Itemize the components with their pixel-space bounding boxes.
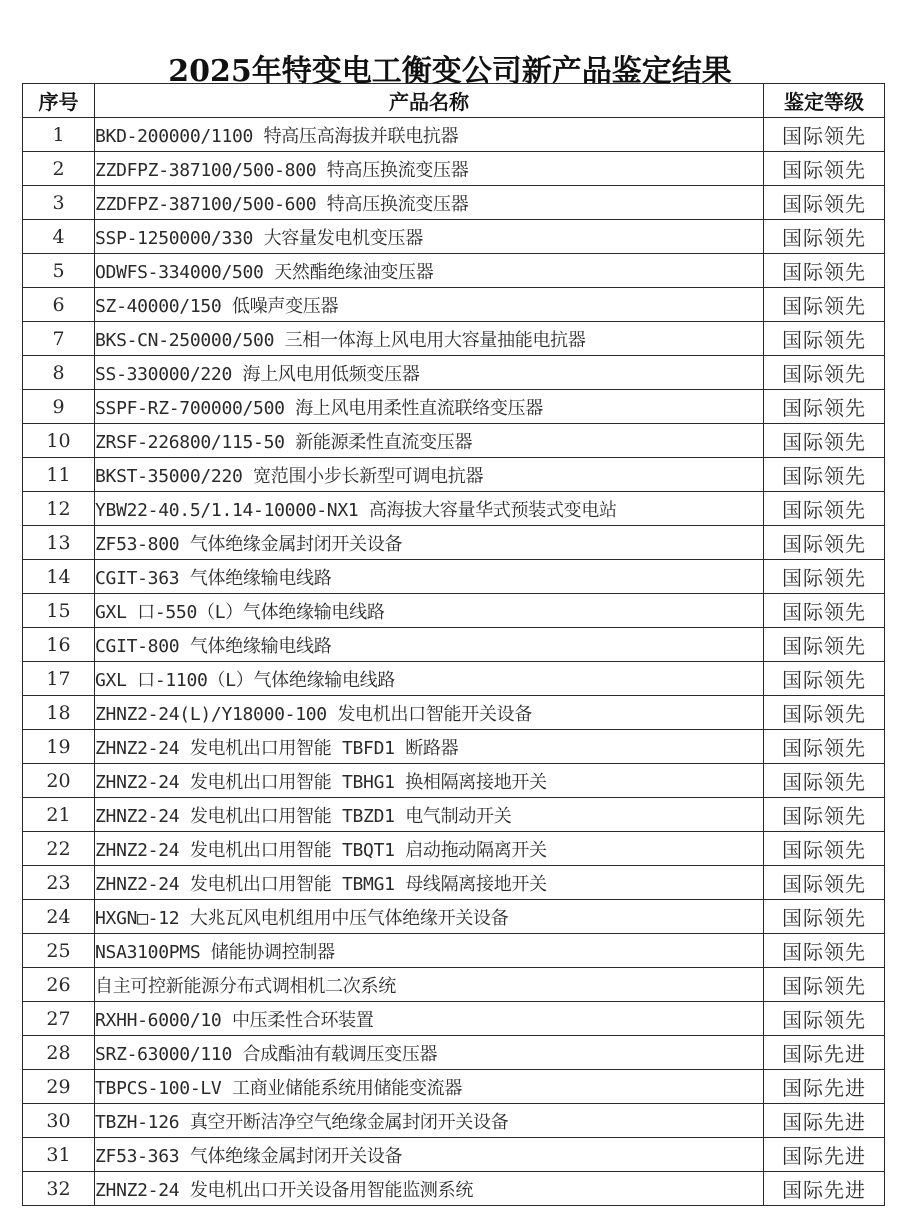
row-product-name: ZHNZ2-24 发电机出口用智能 TBHG1 换相隔离接地开关 (95, 764, 764, 798)
results-table (22, 83, 885, 1206)
row-index: 20 (23, 764, 95, 798)
table-row (23, 560, 885, 594)
row-grade: 国际领先 (764, 560, 885, 594)
header-grade: 鉴定等级 (764, 84, 885, 118)
row-index: 15 (23, 594, 95, 628)
row-grade: 国际领先 (764, 186, 885, 220)
header-product-name: 产品名称 (95, 84, 764, 118)
row-grade: 国际先进 (764, 1070, 885, 1104)
table-row (23, 594, 885, 628)
row-grade: 国际领先 (764, 866, 885, 900)
row-grade: 国际领先 (764, 696, 885, 730)
row-grade: 国际领先 (764, 424, 885, 458)
row-product-name: ZHNZ2-24 发电机出口用智能 TBFD1 断路器 (95, 730, 764, 764)
row-product-name: TBZH-126 真空开断洁净空气绝缘金属封闭开关设备 (95, 1104, 764, 1138)
row-index: 29 (23, 1070, 95, 1104)
table-row (23, 832, 885, 866)
row-product-name: BKS-CN-250000/500 三相一体海上风电用大容量抽能电抗器 (95, 322, 764, 356)
row-index: 22 (23, 832, 95, 866)
row-index: 16 (23, 628, 95, 662)
table-row (23, 390, 885, 424)
row-product-name: BKD-200000/1100 特高压高海拔并联电抗器 (95, 118, 764, 152)
table-row (23, 424, 885, 458)
document-title: 2025年特变电工衡变公司新产品鉴定结果 (168, 54, 732, 90)
table-row (23, 1138, 885, 1172)
table-row (23, 1002, 885, 1036)
row-index: 19 (23, 730, 95, 764)
row-index: 26 (23, 968, 95, 1002)
row-grade: 国际先进 (764, 1036, 885, 1070)
row-index: 5 (23, 254, 95, 288)
table-header-row (23, 84, 885, 118)
row-product-name: ZF53-800 气体绝缘金属封闭开关设备 (95, 526, 764, 560)
row-index: 8 (23, 356, 95, 390)
row-grade: 国际领先 (764, 526, 885, 560)
row-index: 10 (23, 424, 95, 458)
table-row (23, 866, 885, 900)
table-row (23, 1172, 885, 1206)
row-grade: 国际领先 (764, 662, 885, 696)
row-index: 21 (23, 798, 95, 832)
row-product-name: ZF53-363 气体绝缘金属封闭开关设备 (95, 1138, 764, 1172)
row-grade: 国际领先 (764, 492, 885, 526)
row-product-name: ZHNZ2-24 发电机出口开关设备用智能监测系统 (95, 1172, 764, 1206)
row-grade: 国际先进 (764, 1172, 885, 1206)
row-index: 12 (23, 492, 95, 526)
table-row (23, 152, 885, 186)
row-product-name: SSP-1250000/330 大容量发电机变压器 (95, 220, 764, 254)
row-grade: 国际领先 (764, 594, 885, 628)
row-grade: 国际领先 (764, 220, 885, 254)
table-row (23, 526, 885, 560)
table-row (23, 730, 885, 764)
row-product-name: ODWFS-334000/500 天然酯绝缘油变压器 (95, 254, 764, 288)
table-row (23, 1036, 885, 1070)
row-product-name: ZHNZ2-24(L)/Y18000-100 发电机出口智能开关设备 (95, 696, 764, 730)
row-index: 23 (23, 866, 95, 900)
table-row (23, 220, 885, 254)
row-index: 30 (23, 1104, 95, 1138)
table-row (23, 1104, 885, 1138)
row-grade: 国际领先 (764, 832, 885, 866)
table-row (23, 118, 885, 152)
row-grade: 国际领先 (764, 900, 885, 934)
row-index: 24 (23, 900, 95, 934)
row-index: 7 (23, 322, 95, 356)
table-row (23, 900, 885, 934)
row-grade: 国际领先 (764, 288, 885, 322)
table-row (23, 934, 885, 968)
table-row (23, 628, 885, 662)
row-product-name: BKST-35000/220 宽范围小步长新型可调电抗器 (95, 458, 764, 492)
row-product-name: YBW22-40.5/1.14-10000-NX1 高海拔大容量华式预装式变电站 (95, 492, 764, 526)
row-grade: 国际领先 (764, 764, 885, 798)
row-index: 32 (23, 1172, 95, 1206)
table-row (23, 696, 885, 730)
row-grade: 国际领先 (764, 322, 885, 356)
row-index: 17 (23, 662, 95, 696)
table-row (23, 288, 885, 322)
row-product-name: ZZDFPZ-387100/500-600 特高压换流变压器 (95, 186, 764, 220)
table-row (23, 662, 885, 696)
row-index: 1 (23, 118, 95, 152)
row-grade: 国际领先 (764, 118, 885, 152)
row-grade: 国际先进 (764, 1104, 885, 1138)
row-grade: 国际领先 (764, 458, 885, 492)
row-grade: 国际领先 (764, 356, 885, 390)
row-product-name: RXHH-6000/10 中压柔性合环装置 (95, 1002, 764, 1036)
row-product-name: ZHNZ2-24 发电机出口用智能 TBMG1 母线隔离接地开关 (95, 866, 764, 900)
row-index: 18 (23, 696, 95, 730)
row-product-name: GXL 口-550（L）气体绝缘输电线路 (95, 594, 764, 628)
table-row (23, 356, 885, 390)
table-row (23, 798, 885, 832)
table-row (23, 254, 885, 288)
table-row (23, 492, 885, 526)
row-index: 14 (23, 560, 95, 594)
row-product-name: ZRSF-226800/115-50 新能源柔性直流变压器 (95, 424, 764, 458)
row-grade: 国际领先 (764, 152, 885, 186)
row-index: 25 (23, 934, 95, 968)
row-grade: 国际领先 (764, 628, 885, 662)
table-row (23, 186, 885, 220)
row-grade: 国际领先 (764, 1002, 885, 1036)
row-product-name: ZHNZ2-24 发电机出口用智能 TBZD1 电气制动开关 (95, 798, 764, 832)
row-grade: 国际领先 (764, 254, 885, 288)
row-grade: 国际领先 (764, 934, 885, 968)
row-product-name: NSA3100PMS 储能协调控制器 (95, 934, 764, 968)
row-grade: 国际先进 (764, 1138, 885, 1172)
row-index: 27 (23, 1002, 95, 1036)
row-product-name: SZ-40000/150 低噪声变压器 (95, 288, 764, 322)
row-index: 6 (23, 288, 95, 322)
row-product-name: 自主可控新能源分布式调相机二次系统 (95, 968, 764, 1002)
table-body (23, 118, 885, 1206)
row-product-name: SSPF-RZ-700000/500 海上风电用柔性直流联络变压器 (95, 390, 764, 424)
table-row (23, 968, 885, 1002)
row-grade: 国际领先 (764, 730, 885, 764)
table-row (23, 764, 885, 798)
row-index: 3 (23, 186, 95, 220)
row-grade: 国际领先 (764, 798, 885, 832)
row-index: 28 (23, 1036, 95, 1070)
row-index: 11 (23, 458, 95, 492)
row-index: 31 (23, 1138, 95, 1172)
row-index: 4 (23, 220, 95, 254)
table-row (23, 322, 885, 356)
row-index: 13 (23, 526, 95, 560)
header-index: 序号 (23, 84, 95, 118)
row-product-name: TBPCS-100-LV 工商业储能系统用储能变流器 (95, 1070, 764, 1104)
row-grade: 国际领先 (764, 390, 885, 424)
row-product-name: GXL 口-1100（L）气体绝缘输电线路 (95, 662, 764, 696)
row-index: 2 (23, 152, 95, 186)
row-product-name: HXGN□-12 大兆瓦风电机组用中压气体绝缘开关设备 (95, 900, 764, 934)
row-product-name: CGIT-363 气体绝缘输电线路 (95, 560, 764, 594)
row-product-name: ZZDFPZ-387100/500-800 特高压换流变压器 (95, 152, 764, 186)
row-product-name: ZHNZ2-24 发电机出口用智能 TBQT1 启动拖动隔离开关 (95, 832, 764, 866)
row-product-name: SRZ-63000/110 合成酯油有载调压变压器 (95, 1036, 764, 1070)
row-grade: 国际领先 (764, 968, 885, 1002)
table-row (23, 1070, 885, 1104)
row-product-name: CGIT-800 气体绝缘输电线路 (95, 628, 764, 662)
row-index: 9 (23, 390, 95, 424)
table-row (23, 458, 885, 492)
row-product-name: SS-330000/220 海上风电用低频变压器 (95, 356, 764, 390)
